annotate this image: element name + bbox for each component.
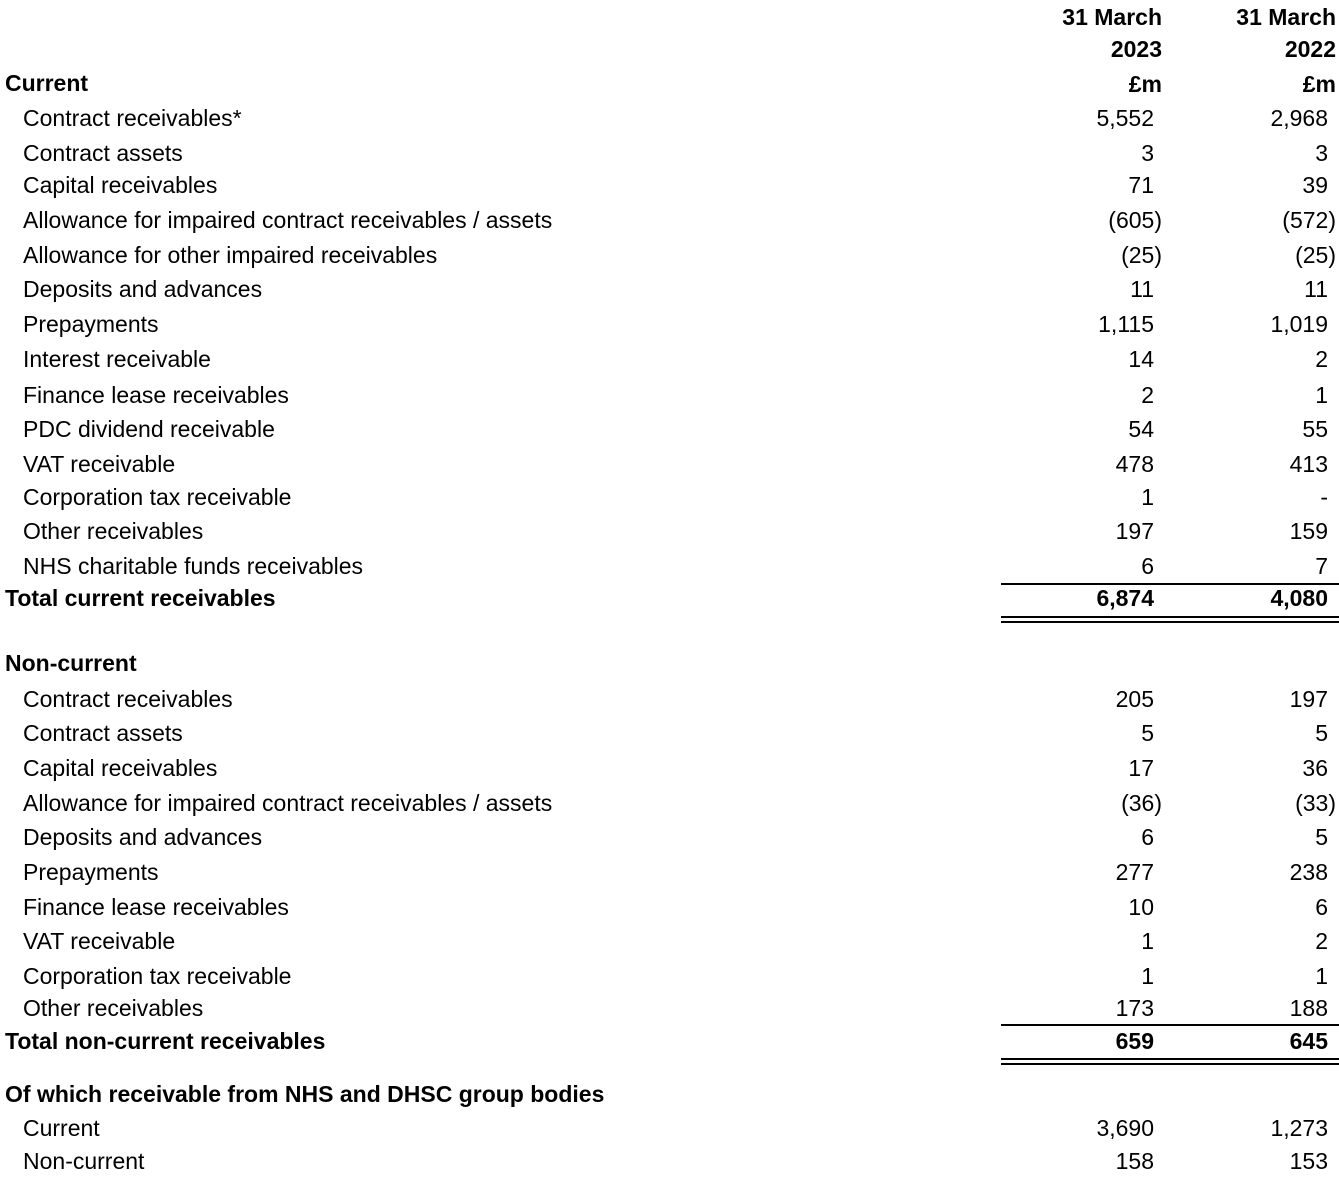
value-2022: 5: [1315, 720, 1328, 746]
value-2022: 6: [1315, 894, 1328, 920]
header-2022-unit: £m: [1302, 71, 1336, 97]
value-2023: 1: [1141, 484, 1154, 510]
table-row: [0, 752, 1339, 784]
row-label: Deposits and advances: [23, 824, 263, 850]
header-2023-line1: 31 March: [1062, 4, 1162, 30]
section-title: Of which receivable from NHS and DHSC group bodies: [5, 1081, 605, 1107]
value-2023: 173: [1115, 995, 1154, 1021]
section-title: Current: [5, 70, 89, 96]
row-label: Capital receivables: [23, 755, 218, 781]
table-row: [0, 413, 1339, 445]
table-row: [0, 1112, 1339, 1144]
value-2022: (33): [1295, 790, 1336, 816]
row-label: Finance lease receivables: [23, 894, 289, 920]
value-2022: 39: [1302, 172, 1328, 198]
value-2023: 6: [1141, 824, 1154, 850]
row-label: VAT receivable: [23, 928, 176, 954]
value-2023: 1,115: [1098, 311, 1154, 337]
value-2023: 1: [1141, 963, 1154, 989]
value-2022: 7: [1315, 553, 1328, 579]
value-2022: 159: [1289, 518, 1328, 544]
value-2023: 659: [1115, 1028, 1154, 1054]
row-label: NHS charitable funds receivables: [23, 553, 364, 579]
table-row: [0, 343, 1339, 375]
value-2023: (605): [1108, 207, 1162, 233]
table-row: [0, 717, 1339, 749]
table-row: [0, 891, 1339, 923]
value-2022: 197: [1289, 686, 1328, 712]
row-label: Other receivables: [23, 995, 204, 1021]
section-title: Non-current: [5, 650, 137, 676]
value-2022: 1: [1315, 382, 1328, 408]
value-2022: -: [1320, 484, 1328, 510]
value-2023: 277: [1115, 859, 1154, 885]
value-2022: 55: [1302, 416, 1328, 442]
total-noncurrent-double-rule: [1001, 1058, 1339, 1065]
value-2023: 11: [1130, 276, 1154, 302]
value-2023: (36): [1121, 790, 1162, 816]
value-2022: 1: [1315, 963, 1328, 989]
value-2023: 71: [1128, 172, 1154, 198]
row-label: Total current receivables: [5, 585, 276, 611]
table-row: [0, 1145, 1339, 1177]
value-2023: 10: [1128, 894, 1154, 920]
total-noncurrent-row: [0, 1025, 1339, 1057]
value-2022: 2: [1315, 346, 1328, 372]
row-label: PDC dividend receivable: [23, 416, 275, 442]
table-row: [0, 925, 1339, 957]
row-label: Prepayments: [23, 311, 159, 337]
row-label: Contract assets: [23, 140, 183, 166]
value-2023: 3: [1141, 140, 1154, 166]
value-2023: 54: [1128, 416, 1154, 442]
value-2022: 2,968: [1270, 105, 1328, 131]
value-2023: 158: [1115, 1148, 1154, 1174]
value-2022: 2: [1315, 928, 1328, 954]
value-2022: 413: [1289, 451, 1328, 477]
header-2022-line1: 31 March: [1236, 4, 1336, 30]
value-2023: 197: [1115, 518, 1154, 544]
value-2023: 5,552: [1096, 105, 1154, 131]
value-2022: 5: [1315, 824, 1328, 850]
value-2023: 205: [1115, 686, 1154, 712]
row-label: Allowance for impaired contract receivables / assets: [23, 207, 553, 233]
value-2022: (25): [1295, 242, 1336, 268]
row-label: Non-current: [23, 1148, 145, 1174]
row-label: Prepayments: [23, 859, 159, 885]
row-label: Total non-current receivables: [5, 1028, 326, 1054]
row-label: Finance lease receivables: [23, 382, 289, 408]
table-row: [0, 102, 1339, 134]
header-2023-line2: 2023: [1110, 36, 1162, 62]
value-2023: 6: [1141, 553, 1154, 579]
table-row: [0, 550, 1339, 582]
row-label: Allowance for other impaired receivables: [23, 242, 438, 268]
header-2023-unit: £m: [1128, 71, 1162, 97]
table-row: [0, 308, 1339, 340]
value-2022: 11: [1304, 276, 1328, 302]
table-row: [0, 273, 1339, 305]
table-row: [0, 137, 1339, 169]
table-row: [0, 448, 1339, 480]
row-label: Allowance for impaired contract receivables / assets: [23, 790, 553, 816]
value-2023: 5: [1141, 720, 1154, 746]
value-2023: 1: [1141, 928, 1154, 954]
total-current-row: [0, 582, 1339, 614]
table-row: [0, 515, 1339, 547]
value-2023: 14: [1128, 346, 1154, 372]
value-2022: 238: [1289, 859, 1328, 885]
section-title-noncurrent: [0, 647, 1339, 679]
table-row: [0, 239, 1339, 271]
table-row: [0, 992, 1339, 1024]
value-2022: 1,019: [1270, 311, 1328, 337]
row-label: Contract receivables: [23, 686, 233, 712]
table-row: [0, 169, 1339, 201]
value-2022: 3: [1315, 140, 1328, 166]
value-2023: 17: [1128, 755, 1154, 781]
row-label: VAT receivable: [23, 451, 176, 477]
row-label: Current: [23, 1115, 100, 1141]
value-2022: (572): [1282, 207, 1336, 233]
value-2023: (25): [1121, 242, 1162, 268]
table-row: [0, 821, 1339, 853]
row-label: Deposits and advances: [23, 276, 263, 302]
table-row: [0, 379, 1339, 411]
table-row: [0, 856, 1339, 888]
row-label: Corporation tax receivable: [23, 963, 292, 989]
section-title-current: [0, 67, 1339, 99]
row-label: Other receivables: [23, 518, 204, 544]
table-row: [0, 960, 1339, 992]
table-row: [0, 481, 1339, 513]
value-2023: 2: [1141, 382, 1154, 408]
header-2022-line2: 2022: [1284, 36, 1336, 62]
value-2022: 4,080: [1270, 585, 1328, 611]
table-row: [0, 204, 1339, 236]
table-row: [0, 787, 1339, 819]
total-current-double-rule: [1001, 616, 1339, 623]
row-label: Corporation tax receivable: [23, 484, 292, 510]
value-2022: 36: [1302, 755, 1328, 781]
value-2023: 6,874: [1096, 585, 1154, 611]
value-2023: 3,690: [1096, 1115, 1154, 1141]
value-2023: 478: [1115, 451, 1154, 477]
row-label: Capital receivables: [23, 172, 218, 198]
section-title-nhs: [0, 1078, 1339, 1110]
value-2022: 153: [1289, 1148, 1328, 1174]
row-label: Interest receivable: [23, 346, 211, 372]
value-2022: 645: [1289, 1028, 1328, 1054]
row-label: Contract receivables*: [23, 105, 242, 131]
table-row: [0, 683, 1339, 715]
value-2022: 1,273: [1270, 1115, 1328, 1141]
row-label: Contract assets: [23, 720, 183, 746]
value-2022: 188: [1289, 995, 1328, 1021]
